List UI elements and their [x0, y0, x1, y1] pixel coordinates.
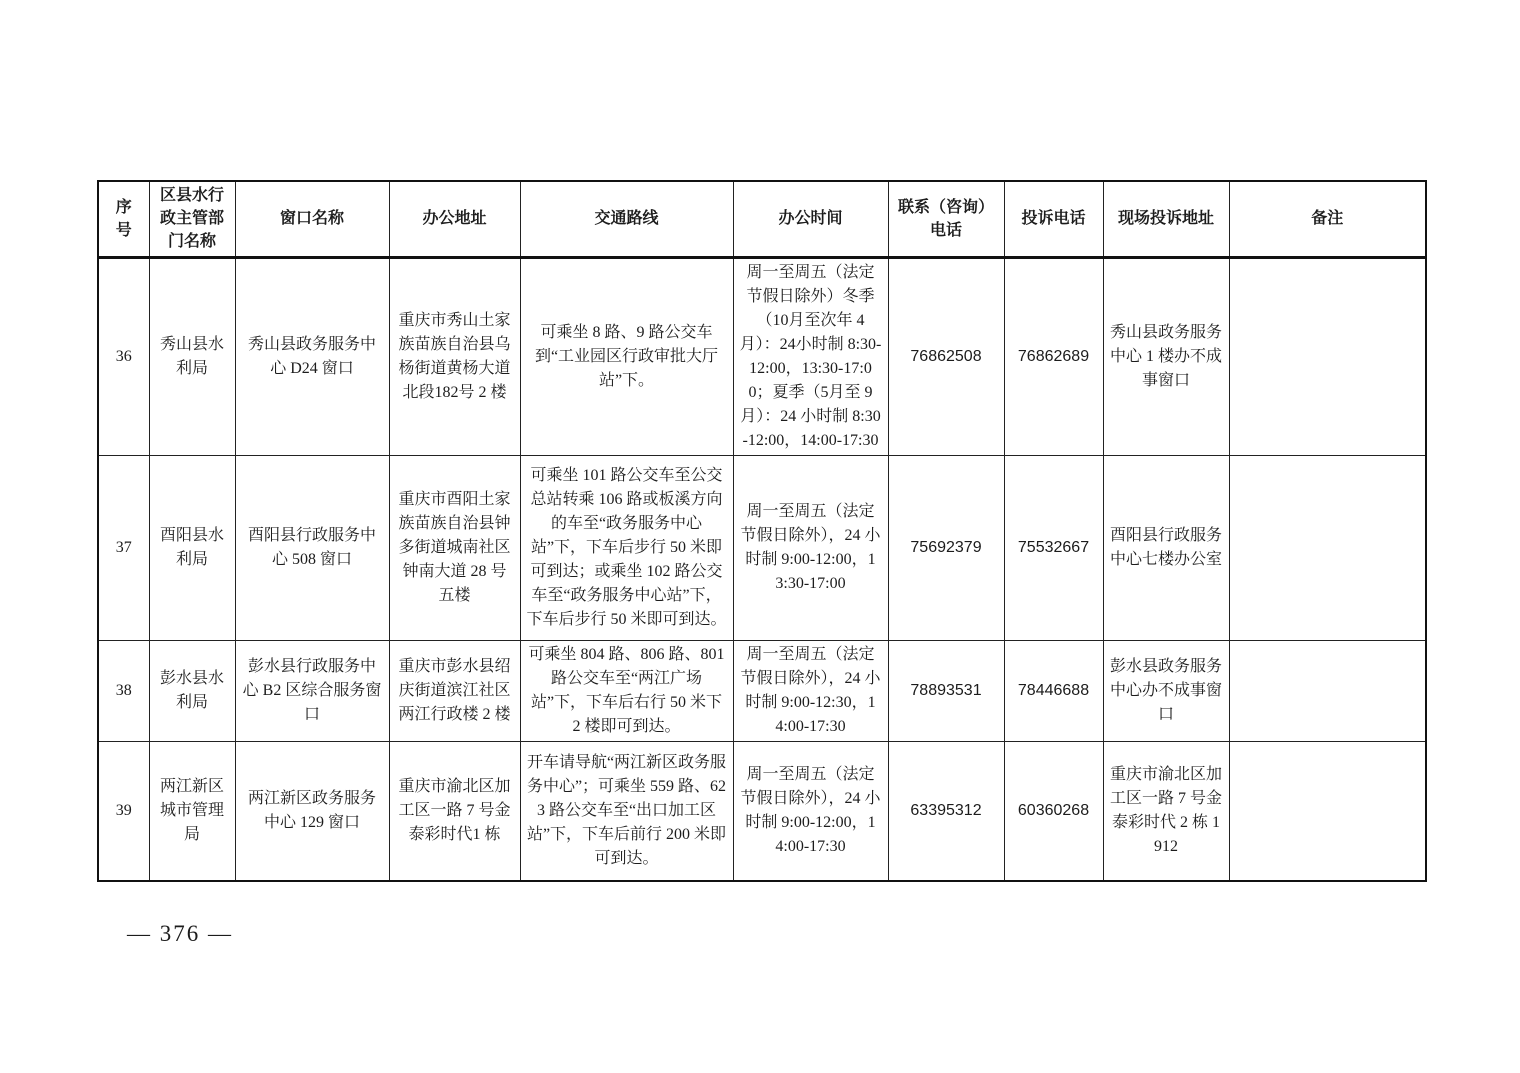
cell-route: 可乘坐 8 路、9 路公交车到“工业园区行政审批大厅站”下。 — [520, 257, 733, 455]
col-header-no — [98, 181, 149, 257]
cell-hours: 周一至周五（法定节假日除外）冬季（10月至次年 4 月）：24小时制 8:30-12:00，13:30-17:00；夏季（5月至 9 月）：24 小时制 8:30-12:00，14:00-17:30 — [733, 257, 888, 455]
cell-address: 重庆市酉阳土家族苗族自治县钟多街道城南社区钟南大道 28 号五楼 — [389, 455, 520, 640]
cell-remark — [1229, 455, 1426, 640]
cell-complaint-phone: 75532667 — [1004, 455, 1103, 640]
cell-window: 秀山县政务服务中心 D24 窗口 — [235, 257, 389, 455]
col-header-no-label: 序号 — [115, 198, 132, 239]
cell-route: 可乘坐 804 路、806 路、801 路公交车至“两江广场站”下，下车后右行 50 米下 2 楼即可到达。 — [520, 640, 733, 741]
cell-complaint-phone: 78446688 — [1004, 640, 1103, 741]
cell-no: 39 — [98, 741, 149, 881]
cell-no: 36 — [98, 257, 149, 455]
cell-no: 38 — [98, 640, 149, 741]
cell-address: 重庆市渝北区加工区一路 7 号金泰彩时代1 栋 — [389, 741, 520, 881]
cell-hours: 周一至周五（法定节假日除外），24 小时制 9:00-12:30，14:00-17:30 — [733, 640, 888, 741]
table-row — [98, 741, 1426, 881]
header-row — [98, 181, 1426, 257]
cell-complaint-phone: 60360268 — [1004, 741, 1103, 881]
col-header-address: 办公地址 — [389, 181, 520, 257]
cell-contact-phone: 63395312 — [888, 741, 1004, 881]
cell-complaint-address: 酉阳县行政服务中心七楼办公室 — [1103, 455, 1229, 640]
cell-dept: 彭水县水利局 — [149, 640, 235, 741]
cell-address: 重庆市彭水县绍庆街道滨江社区两江行政楼 2 楼 — [389, 640, 520, 741]
cell-contact-phone: 76862508 — [888, 257, 1004, 455]
cell-no: 37 — [98, 455, 149, 640]
cell-address: 重庆市秀山土家族苗族自治县乌杨街道黄杨大道北段182号 2 楼 — [389, 257, 520, 455]
cell-remark — [1229, 257, 1426, 455]
cell-dept: 两江新区城市管理局 — [149, 741, 235, 881]
cell-window: 酉阳县行政服务中心 508 窗口 — [235, 455, 389, 640]
cell-contact-phone: 78893531 — [888, 640, 1004, 741]
cell-route: 可乘坐 101 路公交车至公交总站转乘 106 路或板溪方向的车至“政务服务中心站”下，下车后步行 50 米即可到达；或乘坐 102 路公交车至“政务服务中心站”下，下车后步行 50 米即可到达。 — [520, 455, 733, 640]
cell-route: 开车请导航“两江新区政务服务中心”；可乘坐 559 路、623 路公交车至“出口加工区站”下，下车后前行 200 米即可到达。 — [520, 741, 733, 881]
cell-dept: 秀山县水利局 — [149, 257, 235, 455]
table-row — [98, 257, 1426, 455]
cell-complaint-phone: 76862689 — [1004, 257, 1103, 455]
cell-window: 两江新区政务服务中心 129 窗口 — [235, 741, 389, 881]
cell-contact-phone: 75692379 — [888, 455, 1004, 640]
cell-hours: 周一至周五（法定节假日除外），24 小时制 9:00-12:00，14:00-17:30 — [733, 741, 888, 881]
service-window-table-container — [97, 180, 1427, 882]
col-header-dept: 区县水行政主管部门名称 — [149, 181, 235, 257]
cell-window: 彭水县行政服务中心 B2 区综合服务窗口 — [235, 640, 389, 741]
cell-dept: 酉阳县水利局 — [149, 455, 235, 640]
cell-complaint-address: 彭水县政务服务中心办不成事窗口 — [1103, 640, 1229, 741]
col-header-contact-phone: 联系（咨询）电话 — [888, 181, 1004, 257]
col-header-remark: 备注 — [1229, 181, 1426, 257]
cell-remark — [1229, 640, 1426, 741]
cell-remark — [1229, 741, 1426, 881]
cell-complaint-address: 重庆市渝北区加工区一路 7 号金泰彩时代 2 栋 1912 — [1103, 741, 1229, 881]
col-header-hours: 办公时间 — [733, 181, 888, 257]
col-header-route: 交通路线 — [520, 181, 733, 257]
table-row — [98, 640, 1426, 741]
col-header-complaint-address: 现场投诉地址 — [1103, 181, 1229, 257]
cell-complaint-address: 秀山县政务服务中心 1 楼办不成事窗口 — [1103, 257, 1229, 455]
table-row — [98, 455, 1426, 640]
col-header-window: 窗口名称 — [235, 181, 389, 257]
page-number: — 376 — — [127, 921, 233, 946]
service-window-table — [97, 180, 1427, 882]
cell-hours: 周一至周五（法定节假日除外），24 小时制 9:00-12:00，13:30-17:00 — [733, 455, 888, 640]
col-header-complaint-phone: 投诉电话 — [1004, 181, 1103, 257]
